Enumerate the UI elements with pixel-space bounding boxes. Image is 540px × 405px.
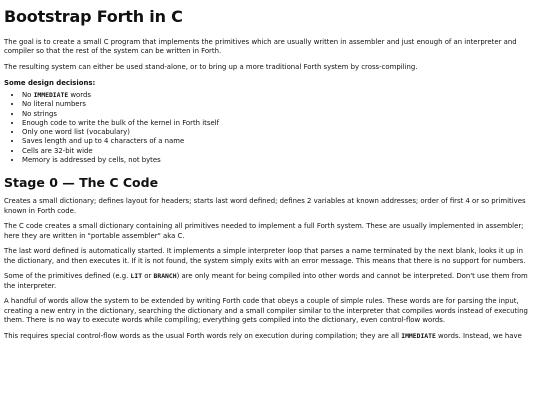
stage0-paragraph-5: A handful of words allow the system to be extended by writing Forth code that obeys a couple of simple rules. These words are for parsing the input, creating a new entry in the dictionary, searching the dictionary and a small compiler similar to the interpreter that compiles words instead of executing them. There is no way to execute words while compiling; everything gets compiled into the dictionary, even control-flow words. <box>4 297 528 324</box>
design-decisions-heading: Some design decisions: <box>4 78 96 87</box>
inline-code: IMMEDIATE <box>401 331 436 340</box>
design-decisions-list <box>4 91 536 165</box>
section-heading-stage-0: Stage 0 — The C Code <box>4 175 159 191</box>
inline-code: BRANCH <box>153 272 177 281</box>
inline-code: IMMEDIATE <box>33 90 69 99</box>
stage0-paragraph-6 <box>4 332 536 341</box>
list-item: • Enough code to write the bulk of the kernel in Forth itself <box>22 119 536 128</box>
intro-paragraph-1: The goal is to create a small C program that implements the primitives which are usually written in assembler and just enough of an interpreter and compiler so that the rest of the system can be written in Forth. <box>4 38 517 56</box>
stage0-paragraph-2: The C code creates a small dictionary containing all primitives needed to implement a full Forth system. These are usually implemented in assembler; here they are written in "portable assembler" aka C. <box>4 222 524 240</box>
inline-code: LIT <box>130 272 143 281</box>
stage0-paragraph-1: Creates a small dictionary; defines layout for headers; starts last word defined; defines 2 variables at known addresses; order of first 4 or so primitives known in Forth code. <box>4 197 526 215</box>
paragraph-text: ) are only meant for being compiled into other words and cannot be interpreted. Don't use them from the interpreter. <box>4 272 528 290</box>
list-item <box>22 91 536 100</box>
list-item-text: words <box>68 90 91 99</box>
list-item: • No literal numbers <box>22 100 536 109</box>
list-item-text: No <box>22 90 34 99</box>
list-item: • Saves length and up to 4 characters of a name <box>22 137 536 146</box>
list-item: • Cells are 32-bit wide <box>22 147 536 156</box>
paragraph-text: This requires special control-flow words as the usual Forth words rely on execution during compilation; they are all <box>4 331 402 340</box>
paragraph-text: or <box>142 272 154 281</box>
paragraph-text: words. Instead, we have <box>435 331 522 340</box>
paragraph-text: Some of the primitives defined (e.g. <box>4 272 131 281</box>
list-item: • Only one word list (vocabulary) <box>22 128 536 137</box>
intro-paragraph-2: The resulting system can either be used stand-alone, or to bring up a more traditional Forth system by cross-compiling. <box>4 62 418 71</box>
list-item: • Memory is addressed by cells, not bytes <box>22 156 536 165</box>
stage0-paragraph-4 <box>4 272 536 291</box>
page-title: Bootstrap Forth in C <box>4 7 183 26</box>
stage0-paragraph-3: The last word defined is automatically started. It implements a simple interpreter loop that parses a name terminated by the next blank, looks it up in the dictionary, and then executes it. If it is not found, the system simply exits with an error message. This means that there is no support for numbers. <box>4 247 526 265</box>
list-item: • No strings <box>22 110 536 119</box>
